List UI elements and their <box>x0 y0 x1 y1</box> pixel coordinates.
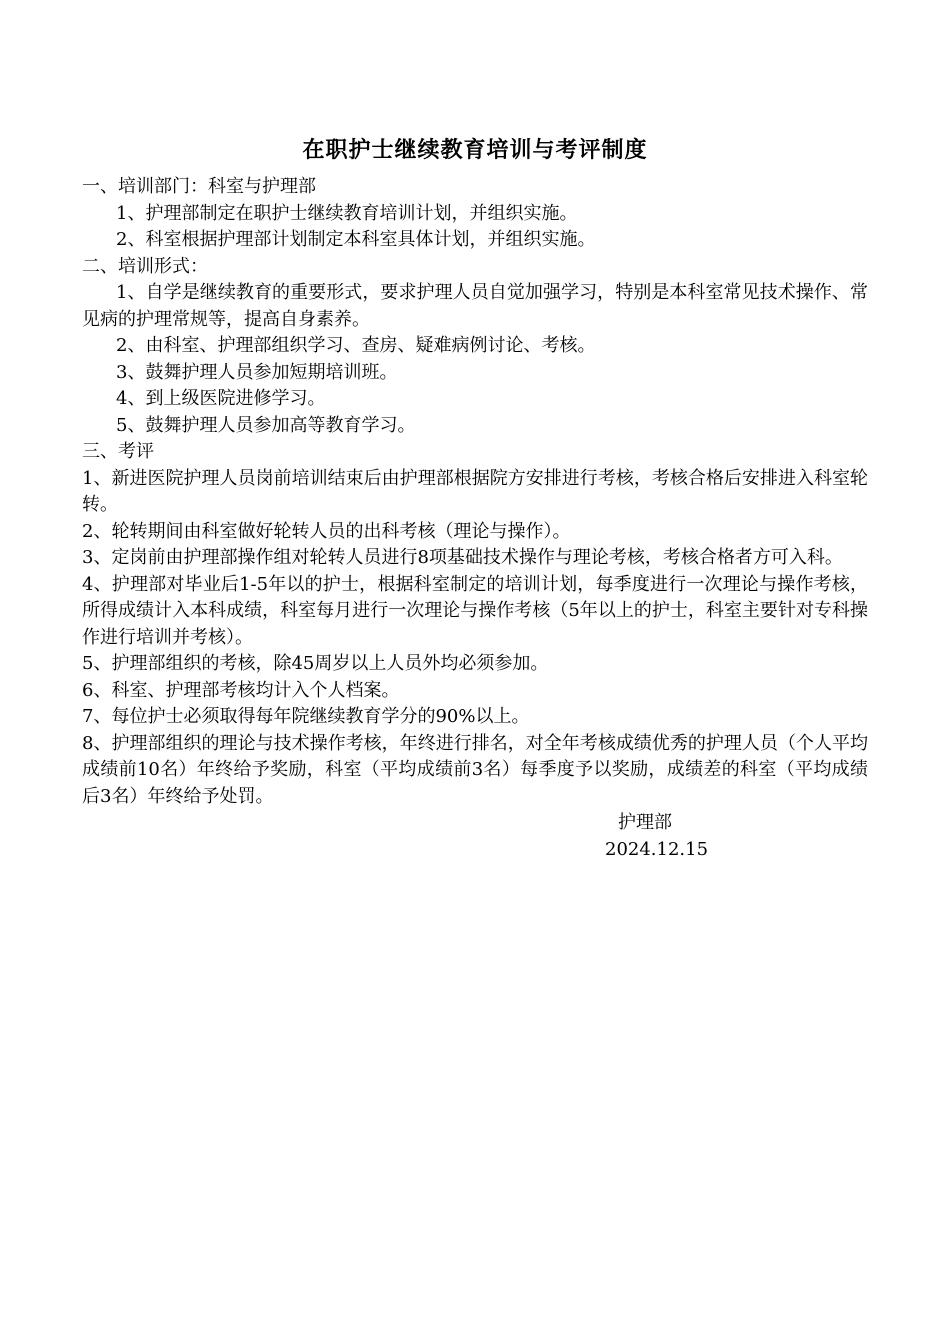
signature-department: 护理部 <box>618 812 672 833</box>
list-item: 4、到上级医院进修学习。 <box>116 388 326 409</box>
document-title: 在职护士继续教育培训与考评制度 <box>302 137 648 163</box>
list-item: 1、自学是继续教育的重要形式，要求护理人员自觉加强学习，特别是本科室常见技术操作、常见病的护理常规等，提高自身素养。 <box>82 282 868 330</box>
list-item: 2、科室根据护理部计划制定本科室具体计划，并组织实施。 <box>116 229 596 250</box>
list-item: 1、护理部制定在职护士继续教育培训计划，并组织实施。 <box>116 202 578 224</box>
document-page <box>82 130 868 863</box>
list-item: 4、护理部对毕业后1-5年以的护士，根据科室制定的培训计划，每季度进行一次理论与操作考核，所得成绩计入本科成绩，科室每月进行一次理论与操作考核（5年以上的护士，科室主要针对专科操作进行培训并考核）。 <box>82 573 868 648</box>
section-heading: 二、培训形式： <box>82 255 208 277</box>
section-training-department <box>82 174 868 254</box>
list-item: 5、鼓舞护理人员参加高等教育学习。 <box>116 414 416 436</box>
signature-date: 2024.12.15 <box>605 838 709 860</box>
list-item: 1、新进医院护理人员岗前培训结束后由护理部根据院方安排进行考核，考核合格后安排进入科室轮转。 <box>82 467 868 515</box>
list-item: 6、科室、护理部考核均计入个人档案。 <box>82 679 400 701</box>
section-heading: 一、培训部门：科室与护理部 <box>82 176 316 197</box>
list-item: 2、轮转期间由科室做好轮转人员的出科考核（理论与操作）。 <box>82 520 571 542</box>
section-heading: 三、考评 <box>82 441 154 462</box>
signature-block <box>82 810 868 863</box>
list-item: 5、护理部组织的考核，除45周岁以上人员外均必须参加。 <box>82 653 549 674</box>
list-item: 7、每位护士必须取得每年院继续教育学分的90%以上。 <box>82 706 530 727</box>
list-item: 3、鼓舞护理人员参加短期培训班。 <box>116 361 398 383</box>
list-item: 8、护理部组织的理论与技术操作考核，年终进行排名，对全年考核成绩优秀的护理人员（个人平均成绩前10名）年终给予奖励，科室（平均成绩前3名）每季度予以奖励，成绩差的科室（平均成绩后3名）年终给予处罚。 <box>82 732 868 807</box>
list-item: 3、定岗前由护理部操作组对轮转人员进行8项基础技术操作与理论考核，考核合格者方可入科。 <box>82 547 843 568</box>
list-item: 2、由科室、护理部组织学习、查房、疑难病例讨论、考核。 <box>116 335 596 356</box>
section-evaluation <box>82 439 868 810</box>
section-training-format <box>82 254 868 440</box>
